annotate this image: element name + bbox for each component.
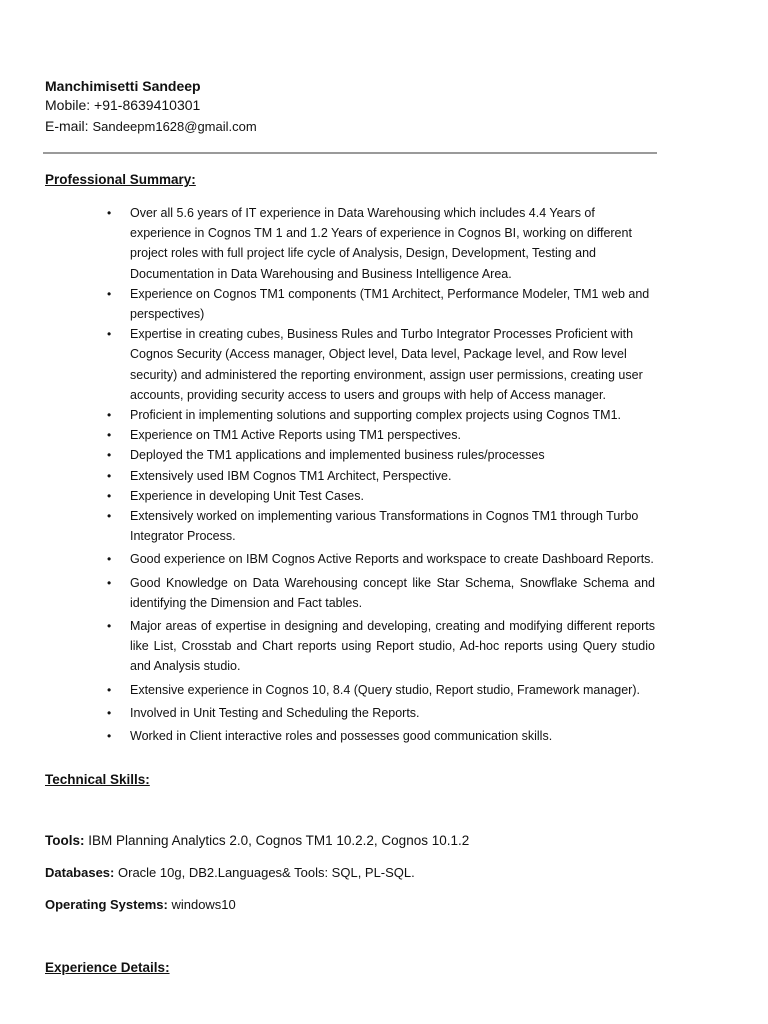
list-item: • Experience in developing Unit Test Cases. [107,486,655,506]
bullet-icon: • [107,575,112,590]
list-item: • Major areas of expertise in designing and developing, creating and modifying different reports like List, Crosstab and Chart reports using Report studio, Ad-hoc reports using Query studio and Analysis studio. [107,616,655,677]
summary-list [107,203,655,746]
tools-line [45,833,469,848]
bullet-icon: • [107,619,112,634]
list-item: • Involved in Unit Testing and Scheduling the Reports. [107,703,655,723]
list-item: • Extensive experience in Cognos 10, 8.4 (Query studio, Report studio, Framework manager). [107,680,655,700]
tools-value: IBM Planning Analytics 2.0, Cognos TM1 10.2.2, Cognos 10.1.2 [88,833,470,848]
tools-label: Tools: [45,833,85,848]
professional-summary-heading: Professional Summary: [45,172,196,187]
mobile-value: +91-8639410301 [94,97,201,113]
header-divider [43,152,657,154]
bullet-icon: • [107,327,112,342]
bullet-icon: • [107,206,112,220]
list-item: • Proficient in implementing solutions and supporting complex projects using Cognos TM1. [107,405,655,425]
email-label: E-mail: [45,118,89,134]
experience-details-heading: Experience Details: [45,960,170,975]
list-item: • Extensively worked on implementing various Transformations in Cognos TM1 through Turbo Integrator Process. [107,506,655,546]
bullet-icon: • [107,509,112,524]
databases-line [45,865,415,880]
bullet-icon: • [107,428,112,443]
bullet-icon: • [107,448,112,463]
list-item: • Worked in Client interactive roles and possesses good communication skills. [107,726,655,746]
bullet-icon: • [107,488,112,503]
email-value[interactable]: Sandeepm1628@gmail.com [92,119,257,134]
technical-skills-heading: Technical Skills: [45,772,150,787]
os-value: windows10 [171,897,236,912]
bullet-icon: • [107,682,112,697]
databases-label: Databases: [45,865,115,880]
bullet-icon: • [107,552,112,567]
bullet-icon: • [107,408,112,423]
list-item: • Over all 5.6 years of IT experience in Data Warehousing which includes 4.4 Years of experience in Cognos TM 1 and 1.2 Years of experience in Cognos BI, working on different project roles with full project life cycle of Analysis, Design, Development, Testing and Documentation in Data Warehousing and Business Intelligence Area. [107,203,655,284]
candidate-name: Manchimisetti Sandeep [45,78,201,94]
bullet-icon: • [107,468,112,483]
os-label: Operating Systems: [45,897,168,912]
databases-value: Oracle 10g, DB2.Languages& Tools: SQL, PL-SQL. [118,865,415,880]
bullet-icon: • [107,286,112,301]
list-item: • Extensively used IBM Cognos TM1 Architect, Perspective. [107,466,655,486]
bullet-icon: • [107,705,112,720]
mobile-label: Mobile: [45,97,91,113]
list-item: • Good experience on IBM Cognos Active Reports and workspace to create Dashboard Reports. [107,549,655,569]
email-line [45,118,257,134]
list-item: • Good Knowledge on Data Warehousing concept like Star Schema, Snowflake Schema and identifying the Dimension and Fact tables. [107,573,655,613]
list-item: • Expertise in creating cubes, Business Rules and Turbo Integrator Processes Proficient with Cognos Security (Access manager, Object level, Data level, Package level, and Row level security) and administered the reporting environment, assign user permissions, creating user accounts, providing security access to users and groups with help of Access manager. [107,324,655,405]
os-line [45,897,236,912]
list-item: • Experience on TM1 Active Reports using TM1 perspectives. [107,425,655,445]
mobile-line [45,97,200,113]
bullet-icon: • [107,729,112,744]
list-item: • Experience on Cognos TM1 components (TM1 Architect, Performance Modeler, TM1 web and perspectives) [107,284,655,324]
list-item: • Deployed the TM1 applications and implemented business rules/processes [107,445,655,465]
